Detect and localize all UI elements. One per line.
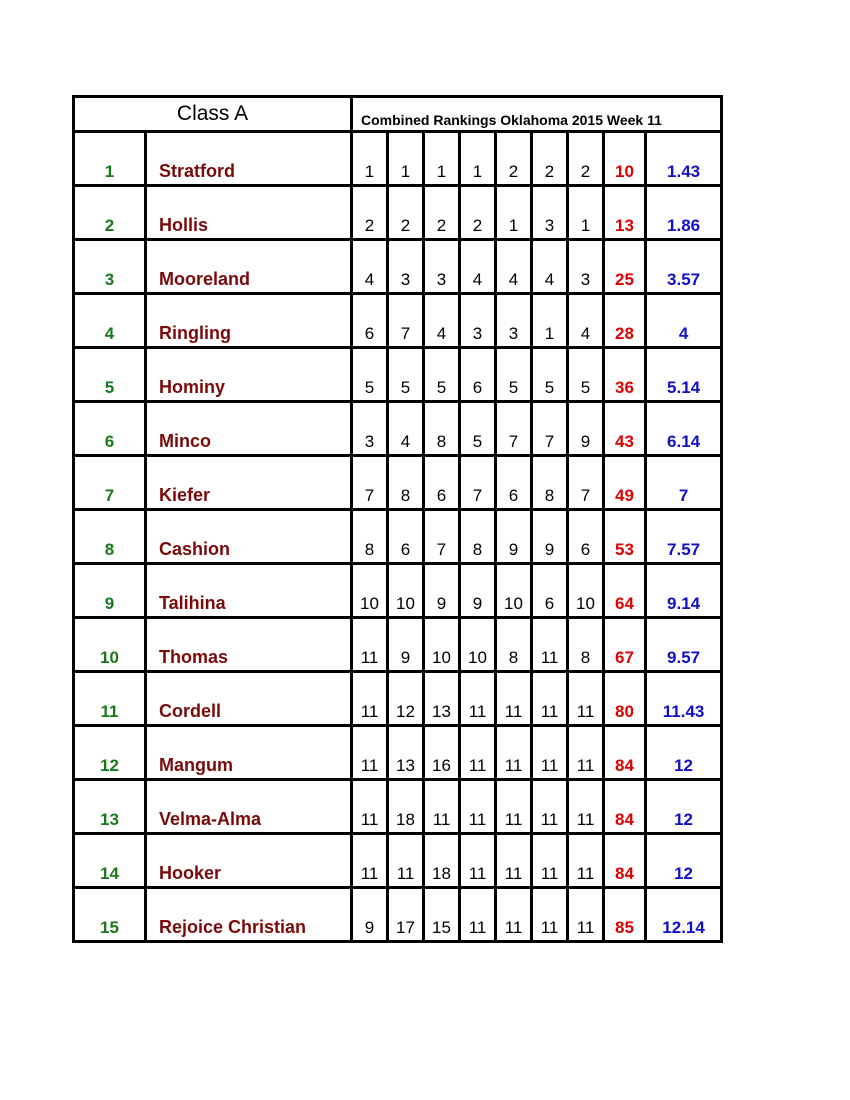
poll-rank-cell: 11	[568, 780, 604, 834]
rankings-body	[74, 97, 722, 942]
poll-rank-cell: 8	[568, 618, 604, 672]
rank-cell: 15	[74, 888, 146, 942]
poll-rank-cell: 10	[568, 564, 604, 618]
poll-rank-cell: 1	[568, 186, 604, 240]
total-points-cell: 85	[604, 888, 646, 942]
poll-rank-cell: 11	[352, 726, 388, 780]
rank-cell: 4	[74, 294, 146, 348]
team-name-cell: Hominy	[146, 348, 352, 402]
average-rank-cell: 9.57	[646, 618, 722, 672]
poll-rank-cell: 6	[388, 510, 424, 564]
poll-rank-cell: 6	[424, 456, 460, 510]
poll-rank-cell: 7	[352, 456, 388, 510]
poll-rank-cell: 7	[424, 510, 460, 564]
poll-rank-cell: 4	[568, 294, 604, 348]
poll-rank-cell: 4	[460, 240, 496, 294]
total-points-cell: 67	[604, 618, 646, 672]
poll-rank-cell: 11	[496, 888, 532, 942]
total-points-cell: 10	[604, 132, 646, 186]
average-rank-cell: 7	[646, 456, 722, 510]
team-name-cell: Thomas	[146, 618, 352, 672]
total-points-cell: 13	[604, 186, 646, 240]
rank-cell: 6	[74, 402, 146, 456]
poll-rank-cell: 9	[496, 510, 532, 564]
poll-rank-cell: 6	[496, 456, 532, 510]
poll-rank-cell: 13	[388, 726, 424, 780]
table-row	[74, 780, 722, 834]
poll-rank-cell: 17	[388, 888, 424, 942]
poll-rank-cell: 7	[568, 456, 604, 510]
poll-rank-cell: 2	[424, 186, 460, 240]
poll-rank-cell: 10	[388, 564, 424, 618]
team-name-cell: Kiefer	[146, 456, 352, 510]
poll-rank-cell: 5	[424, 348, 460, 402]
rank-cell: 13	[74, 780, 146, 834]
total-points-cell: 84	[604, 780, 646, 834]
poll-rank-cell: 11	[568, 834, 604, 888]
team-name-cell: Hollis	[146, 186, 352, 240]
total-points-cell: 84	[604, 834, 646, 888]
poll-rank-cell: 3	[424, 240, 460, 294]
poll-rank-cell: 11	[568, 888, 604, 942]
poll-rank-cell: 3	[388, 240, 424, 294]
poll-rank-cell: 11	[568, 672, 604, 726]
average-rank-cell: 12	[646, 780, 722, 834]
poll-rank-cell: 4	[496, 240, 532, 294]
poll-rank-cell: 6	[568, 510, 604, 564]
table-row	[74, 132, 722, 186]
poll-rank-cell: 11	[532, 888, 568, 942]
poll-rank-cell: 8	[388, 456, 424, 510]
poll-rank-cell: 12	[388, 672, 424, 726]
poll-rank-cell: 2	[532, 132, 568, 186]
page-title: Class A	[74, 97, 352, 132]
team-name-cell: Mangum	[146, 726, 352, 780]
poll-rank-cell: 8	[352, 510, 388, 564]
poll-rank-cell: 9	[424, 564, 460, 618]
poll-rank-cell: 3	[460, 294, 496, 348]
total-points-cell: 28	[604, 294, 646, 348]
rank-cell: 10	[74, 618, 146, 672]
poll-rank-cell: 4	[388, 402, 424, 456]
total-points-cell: 36	[604, 348, 646, 402]
poll-rank-cell: 7	[388, 294, 424, 348]
average-rank-cell: 9.14	[646, 564, 722, 618]
table-row	[74, 618, 722, 672]
poll-rank-cell: 7	[496, 402, 532, 456]
rank-cell: 9	[74, 564, 146, 618]
rank-cell: 7	[74, 456, 146, 510]
average-rank-cell: 7.57	[646, 510, 722, 564]
poll-rank-cell: 10	[424, 618, 460, 672]
poll-rank-cell: 11	[532, 780, 568, 834]
poll-rank-cell: 8	[496, 618, 532, 672]
average-rank-cell: 6.14	[646, 402, 722, 456]
average-rank-cell: 4	[646, 294, 722, 348]
total-points-cell: 64	[604, 564, 646, 618]
poll-rank-cell: 18	[388, 780, 424, 834]
poll-rank-cell: 11	[460, 834, 496, 888]
poll-rank-cell: 6	[532, 564, 568, 618]
poll-rank-cell: 1	[352, 132, 388, 186]
poll-rank-cell: 11	[460, 888, 496, 942]
poll-rank-cell: 9	[532, 510, 568, 564]
poll-rank-cell: 11	[496, 834, 532, 888]
team-name-cell: Minco	[146, 402, 352, 456]
poll-rank-cell: 11	[424, 780, 460, 834]
poll-rank-cell: 13	[424, 672, 460, 726]
table-row	[74, 564, 722, 618]
team-name-cell: Cashion	[146, 510, 352, 564]
poll-rank-cell: 4	[352, 240, 388, 294]
team-name-cell: Mooreland	[146, 240, 352, 294]
poll-rank-cell: 4	[532, 240, 568, 294]
poll-rank-cell: 11	[532, 834, 568, 888]
table-row	[74, 834, 722, 888]
header-row	[74, 97, 722, 132]
rank-cell: 14	[74, 834, 146, 888]
rankings-table	[72, 95, 723, 943]
average-rank-cell: 12	[646, 834, 722, 888]
poll-rank-cell: 1	[496, 186, 532, 240]
total-points-cell: 53	[604, 510, 646, 564]
table-row	[74, 672, 722, 726]
poll-rank-cell: 8	[532, 456, 568, 510]
poll-rank-cell: 3	[352, 402, 388, 456]
table-row	[74, 240, 722, 294]
poll-rank-cell: 3	[532, 186, 568, 240]
poll-rank-cell: 11	[532, 618, 568, 672]
poll-rank-cell: 1	[532, 294, 568, 348]
team-name-cell: Ringling	[146, 294, 352, 348]
poll-rank-cell: 15	[424, 888, 460, 942]
poll-rank-cell: 11	[352, 618, 388, 672]
poll-rank-cell: 11	[496, 726, 532, 780]
poll-rank-cell: 11	[460, 726, 496, 780]
poll-rank-cell: 2	[388, 186, 424, 240]
poll-rank-cell: 9	[460, 564, 496, 618]
poll-rank-cell: 18	[424, 834, 460, 888]
total-points-cell: 43	[604, 402, 646, 456]
table-row	[74, 294, 722, 348]
rank-cell: 1	[74, 132, 146, 186]
rank-cell: 2	[74, 186, 146, 240]
table-row	[74, 510, 722, 564]
poll-rank-cell: 5	[532, 348, 568, 402]
poll-rank-cell: 11	[568, 726, 604, 780]
poll-rank-cell: 11	[532, 726, 568, 780]
poll-rank-cell: 7	[532, 402, 568, 456]
rank-cell: 5	[74, 348, 146, 402]
table-row	[74, 186, 722, 240]
poll-rank-cell: 11	[460, 780, 496, 834]
team-name-cell: Stratford	[146, 132, 352, 186]
rank-cell: 3	[74, 240, 146, 294]
table-row	[74, 726, 722, 780]
poll-rank-cell: 2	[352, 186, 388, 240]
poll-rank-cell: 8	[424, 402, 460, 456]
total-points-cell: 49	[604, 456, 646, 510]
poll-rank-cell: 11	[352, 834, 388, 888]
poll-rank-cell: 3	[568, 240, 604, 294]
total-points-cell: 25	[604, 240, 646, 294]
poll-rank-cell: 6	[460, 348, 496, 402]
poll-rank-cell: 11	[352, 672, 388, 726]
poll-rank-cell: 5	[388, 348, 424, 402]
rank-cell: 8	[74, 510, 146, 564]
poll-rank-cell: 1	[460, 132, 496, 186]
average-rank-cell: 1.43	[646, 132, 722, 186]
poll-rank-cell: 11	[496, 672, 532, 726]
team-name-cell: Velma-Alma	[146, 780, 352, 834]
table-row	[74, 402, 722, 456]
poll-rank-cell: 5	[496, 348, 532, 402]
poll-rank-cell: 2	[496, 132, 532, 186]
poll-rank-cell: 1	[388, 132, 424, 186]
poll-rank-cell: 16	[424, 726, 460, 780]
poll-rank-cell: 9	[568, 402, 604, 456]
poll-rank-cell: 11	[388, 834, 424, 888]
poll-rank-cell: 11	[460, 672, 496, 726]
poll-rank-cell: 2	[460, 186, 496, 240]
poll-rank-cell: 10	[352, 564, 388, 618]
poll-rank-cell: 1	[424, 132, 460, 186]
team-name-cell: Talihina	[146, 564, 352, 618]
total-points-cell: 80	[604, 672, 646, 726]
team-name-cell: Hooker	[146, 834, 352, 888]
poll-rank-cell: 5	[352, 348, 388, 402]
poll-rank-cell: 9	[352, 888, 388, 942]
poll-rank-cell: 2	[568, 132, 604, 186]
average-rank-cell: 12	[646, 726, 722, 780]
poll-rank-cell: 7	[460, 456, 496, 510]
poll-rank-cell: 4	[424, 294, 460, 348]
average-rank-cell: 1.86	[646, 186, 722, 240]
poll-rank-cell: 5	[460, 402, 496, 456]
poll-rank-cell: 5	[568, 348, 604, 402]
poll-rank-cell: 11	[496, 780, 532, 834]
table-row	[74, 348, 722, 402]
total-points-cell: 84	[604, 726, 646, 780]
poll-rank-cell: 11	[532, 672, 568, 726]
page-subtitle: Combined Rankings Oklahoma 2015 Week 11	[352, 97, 722, 132]
rank-cell: 11	[74, 672, 146, 726]
team-name-cell: Rejoice Christian	[146, 888, 352, 942]
poll-rank-cell: 3	[496, 294, 532, 348]
average-rank-cell: 3.57	[646, 240, 722, 294]
rank-cell: 12	[74, 726, 146, 780]
poll-rank-cell: 9	[388, 618, 424, 672]
poll-rank-cell: 10	[496, 564, 532, 618]
poll-rank-cell: 6	[352, 294, 388, 348]
poll-rank-cell: 10	[460, 618, 496, 672]
average-rank-cell: 12.14	[646, 888, 722, 942]
poll-rank-cell: 8	[460, 510, 496, 564]
average-rank-cell: 5.14	[646, 348, 722, 402]
team-name-cell: Cordell	[146, 672, 352, 726]
table-row	[74, 456, 722, 510]
poll-rank-cell: 11	[352, 780, 388, 834]
table-row	[74, 888, 722, 942]
average-rank-cell: 11.43	[646, 672, 722, 726]
